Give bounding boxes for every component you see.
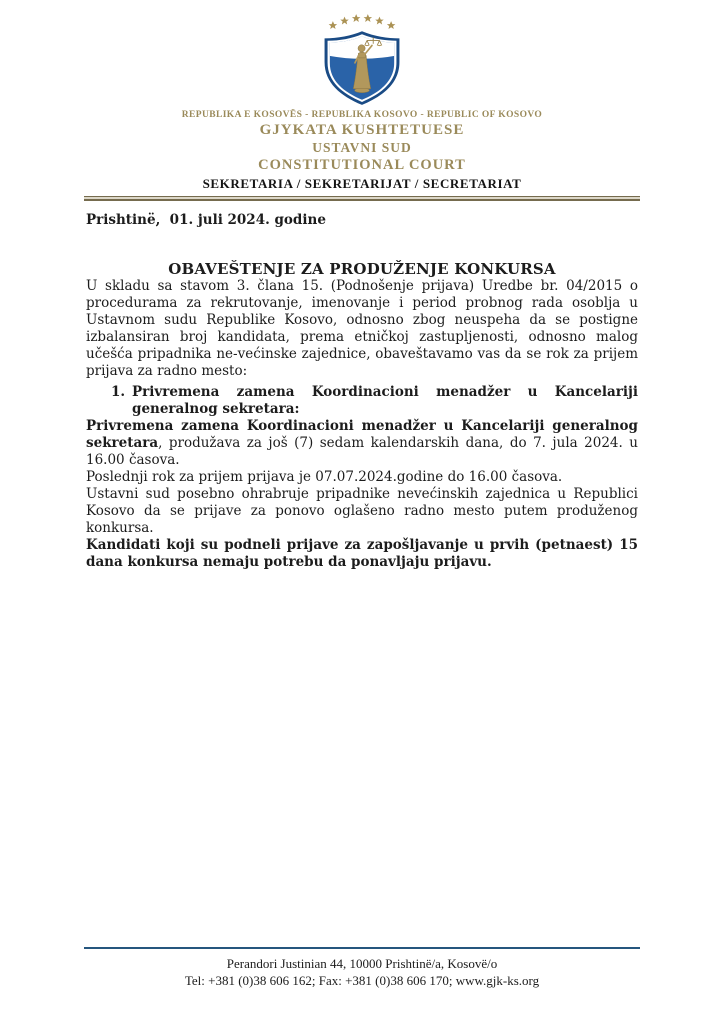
emblem-stars [329,14,396,29]
secretariat-line: SEKRETARIA / SEKRETARIJAT / SECRETARIAT [202,176,522,191]
republic-line: REPUBLIKA E KOSOVËS - REPUBLIKA KOSOVO - REPUBLIC OF KOSOVO [181,110,543,120]
court-name-serbian: USTAVNI SUD [312,140,412,155]
court-emblem-icon [312,13,412,107]
paragraph-deadline: Poslednji rok za prijem prijava je 07.07.2024.godine do 16.00 časova. [86,469,563,485]
court-name-albanian: GJYKATA KUSHTETUESE [259,122,465,138]
document-body [0,212,724,571]
paragraph-encouragement: Ustavni sud posebno ohrabruje pripadnike nevećinskih zajednica u Republici Kosovo da se prijave za ponovo oglašeno radno mesto putem produženog konkursa. [86,486,638,536]
paragraph-note: Kandidati koji su podneli prijave za zapošljavanje u prvih (petnaest) 15 dana konkursa nemaju potrebu da ponavljaju prijavu. [86,537,638,570]
notice-title: OBAVEŠTENJE ZA PRODUŽENJE KONKURSA [168,260,556,278]
letterhead [0,0,724,192]
list-number: 1. [111,384,126,400]
paragraph-extension-bold-lead: Privremena zamena Koordinacioni menadžer u Kancelariji generalnog sekretara [86,418,638,451]
list-text: Privremena zamena Koordinacioni menadžer u Kancelariji generalnog sekretara: [132,384,638,417]
paragraph-extension-rest: , produžava za još (7) sedam kalendarskih dana, do 7. jula 2024. u 16.00 časova. [86,435,638,468]
paragraph-intro: U skladu sa stavom 3. člana 15. (Podnošenje prijava) Uredbe br. 04/2015 o procedurama za rekrutovanje, imenovanje i period probnog rada osoblja u Ustavnom sudu Republike Kosovo, odnosno zbog neuspeha da se postigne izbalansiran broj kandidata, prema etničkoj zastupljenosti, odnosno malog učešća pripadnika ne-većinske zajednice, obaveštavamo vas da se rok za prijem prijava za radno mesto: [86,278,638,379]
paragraph-extension [86,418,638,469]
footer-divider [84,947,640,949]
court-name-english: CONSTITUTIONAL COURT [258,157,466,173]
date-line: Prishtinë, 01. juli 2024. godine [86,212,326,228]
footer [84,947,640,990]
footer-contact: Tel: +381 (0)38 606 162; Fax: +381 (0)38 606 170; www.gjk-ks.org [184,973,540,989]
letterhead-divider [84,196,640,201]
list-item-position [86,384,638,418]
footer-address: Perandori Justinian 44, 10000 Prishtinë/a, Kosovë/o [226,956,498,972]
